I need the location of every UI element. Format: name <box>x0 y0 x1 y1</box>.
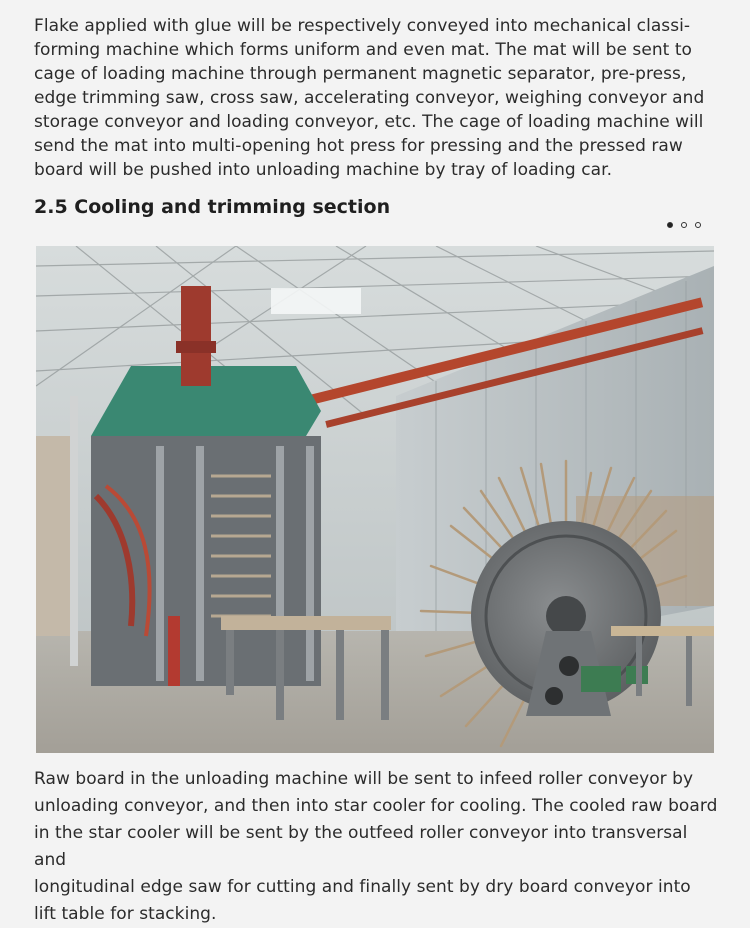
carousel-dot-3[interactable] <box>695 222 701 228</box>
carousel-image-star-cooler <box>36 246 714 753</box>
intro-paragraph: Flake applied with glue will be respectively conveyed into mechanical classi- forming machine which forms uniform and even mat. The mat will be sent to cage of loading machine through permanent magnetic separator, pre-press, edge trimming saw, cross saw, accelerating conveyor, weighing conveyor and storage conveyor and loading conveyor, etc. The cage of loading machine will send the mat into multi-opening hot press for pressing and the pressed raw board will be pushed into unloading machine by tray of loading car. <box>34 16 705 180</box>
section-heading: 2.5 Cooling and trimming section <box>34 196 391 218</box>
carousel-pagination <box>667 222 701 228</box>
carousel-dot-1[interactable] <box>667 222 673 228</box>
outro-paragraph: Raw board in the unloading machine will be sent to infeed roller conveyor by unloading conveyor, and then into star cooler for cooling. The cooled raw board in the star cooler will be sent by the outfeed roller conveyor into transversal and longitudinal edge saw for cutting and finally sent by dry board conveyor into lift table for stacking. <box>34 769 718 924</box>
carousel-dot-2[interactable] <box>681 222 687 228</box>
